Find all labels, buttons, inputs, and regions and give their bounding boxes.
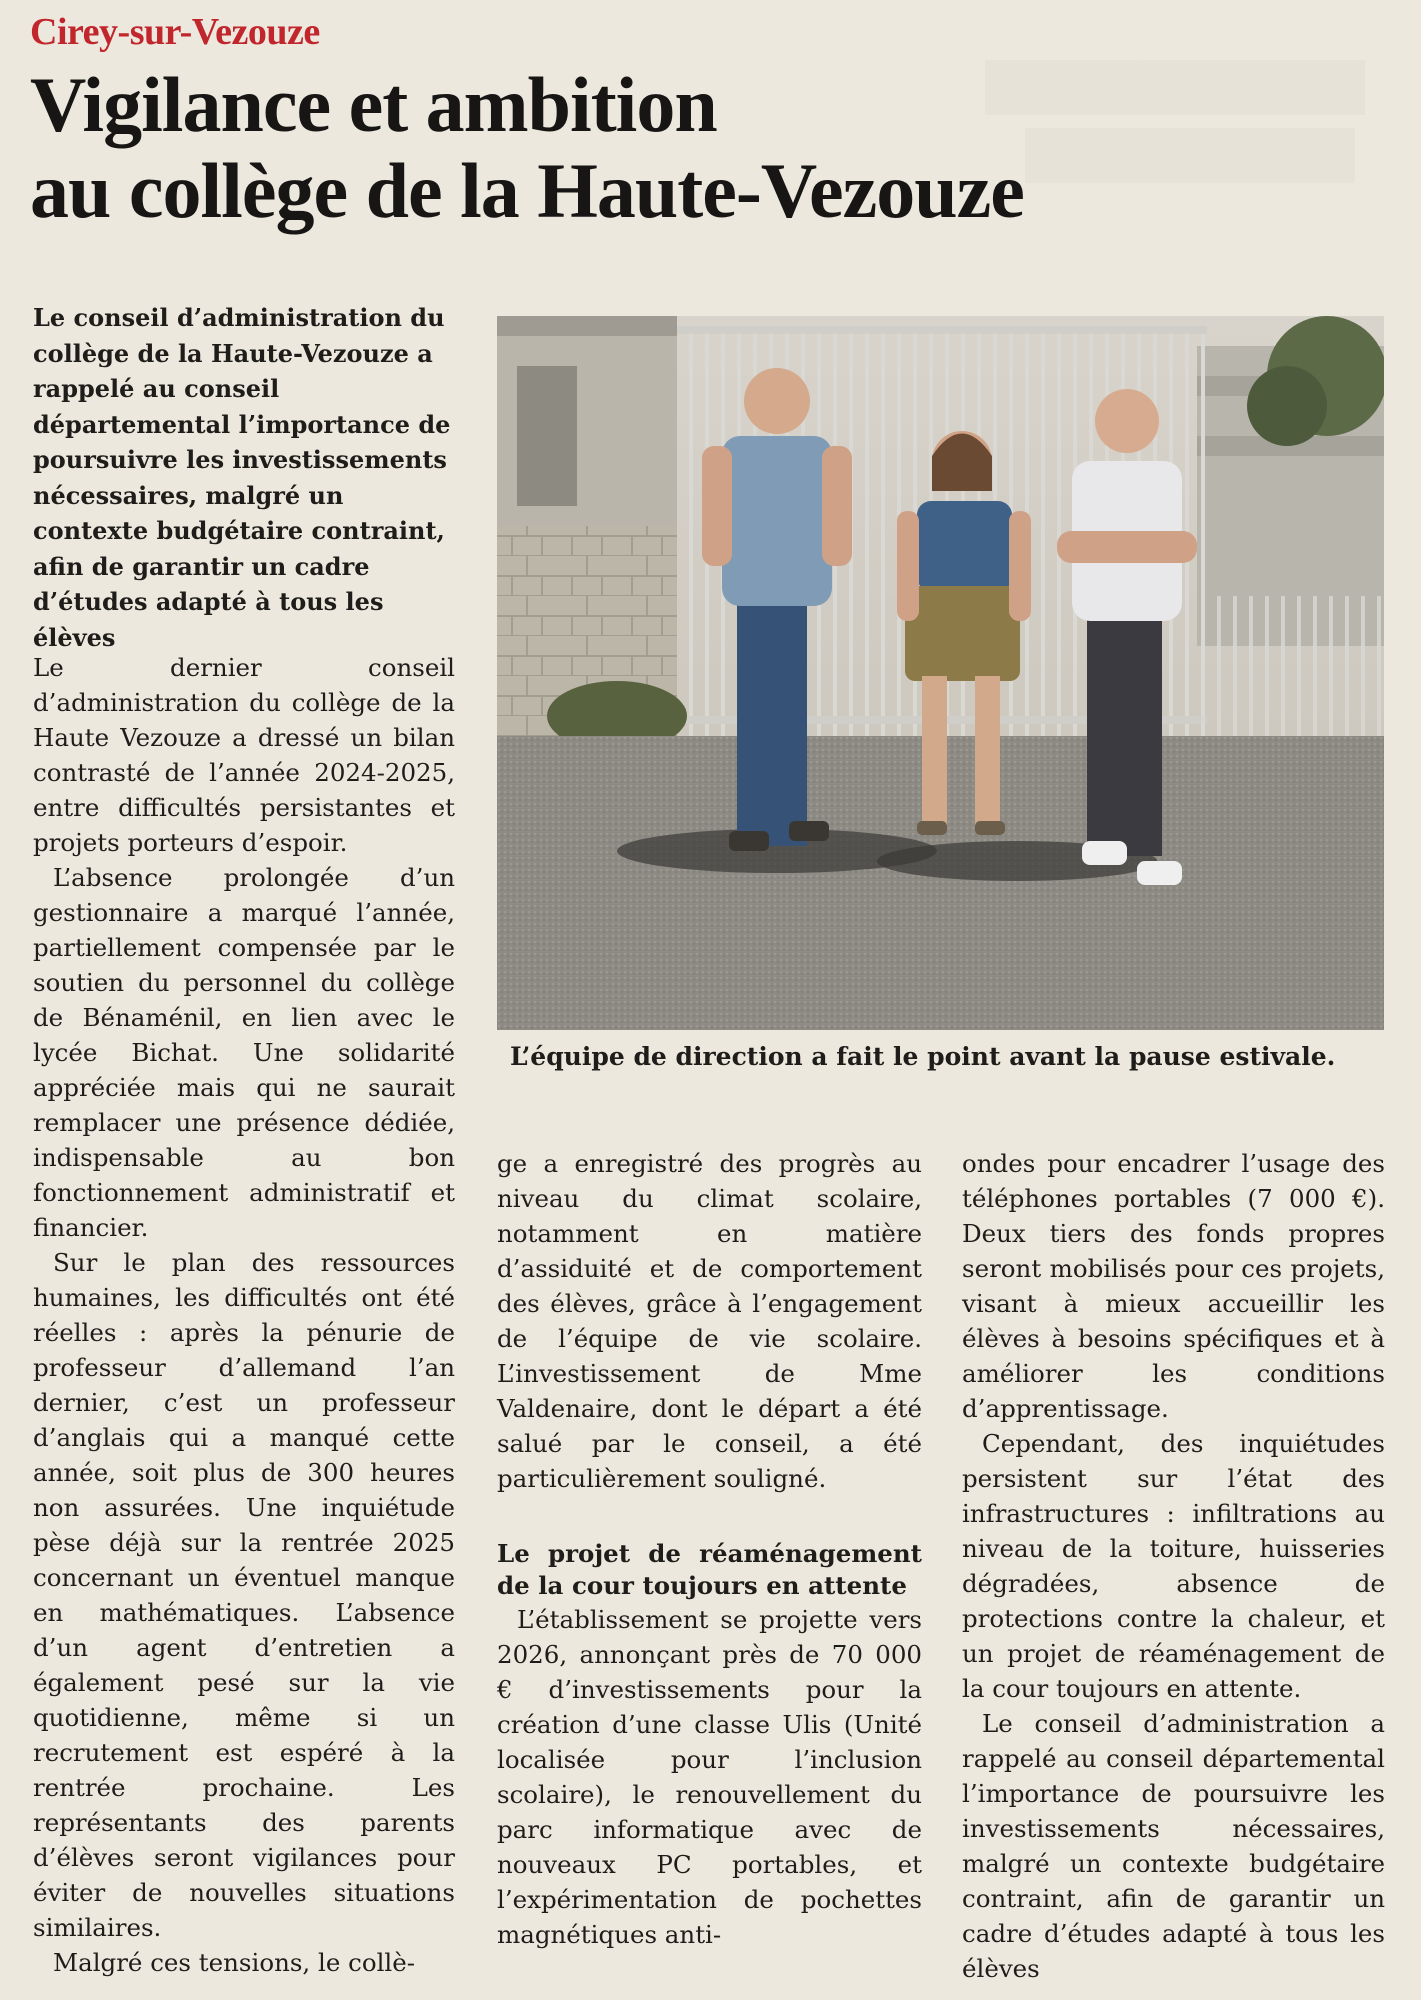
paragraph: Le conseil d’administration a rappelé au conseil départemental l’importance de poursuivre les investissements nécessaires, malgré un contexte budgétaire contraint, afin de garantir un cadre d’études adapté à tous les élèves [962, 1709, 1385, 1983]
paragraph: Malgré ces tensions, le collè- [53, 1948, 416, 1977]
paragraph: L’établissement se projette vers 2026, annonçant près de 70 000 € d’investissements pour la création d’une classe Ulis (Unité localisée pour l’inclusion scolaire), le renouvellement du parc informatique avec de nouveaux PC portables, et l’expérimentation de pochettes magnétiques anti- [497, 1605, 922, 1949]
article-kicker: Cirey-sur-Vezouze [30, 11, 320, 53]
column-3 [962, 1146, 1385, 1986]
paragraph: Le dernier conseil d’administration du collège de la Haute Vezouze a dressé un bilan contrasté de l’année 2024-2025, entre difficultés persistantes et projets porteurs d’espoir. [33, 653, 455, 857]
article-lead: Le conseil d’administration du collège de la Haute-Vezouze a rappelé au conseil départemental l’importance de poursuivre les investissements nécessaires, malgré un contexte budgétaire contraint, afin de garantir un cadre d’études adapté à tous les élèves [33, 303, 451, 652]
column-1 [33, 650, 455, 1980]
article-subheading: Le projet de réaménagement de la cour toujours en attente [497, 1539, 922, 1600]
headline-line-2: au collège de la Haute-Vezouze [30, 147, 1024, 234]
column-2 [497, 1146, 922, 1952]
paragraph: ondes pour encadrer l’usage des téléphones portables (7 000 €). Deux tiers des fonds propres seront mobilisés pour ces projets, visant à mieux accueillir les élèves à besoins spécifiques et à améliorer les conditions d’apprentissage. [962, 1149, 1385, 1423]
article-headline [30, 62, 1360, 234]
paragraph: ge a enregistré des progrès au niveau du climat scolaire, notamment en matière d’assiduité et de comportement des élèves, grâce à l’engagement de l’équipe de vie scolaire. L’investissement de Mme Valdenaire, dont le départ a été salué par le conseil, a été particulièrement souligné. [497, 1149, 922, 1493]
paragraph: Sur le plan des ressources humaines, les difficultés ont été réelles : après la pénurie de professeur d’allemand l’an dernier, c’est un professeur d’anglais qui a manqué cette année, soit plus de 300 heures non assurées. Une inquiétude pèse déjà sur la rentrée 2025 concernant un éventuel manque en mathématiques. L’absence d’un agent d’entretien a également pesé sur la vie quotidienne, même si un recrutement est espéré à la rentrée prochaine. Les représentants des parents d’élèves seront vigilances pour éviter de nouvelles situations similaires. [33, 1248, 455, 1942]
paragraph: Cependant, des inquiétudes persistent sur l’état des infrastructures : infiltrations au niveau de la toiture, huisseries dégradées, absence de protections contre la chaleur, et un projet de réaménagement de la cour toujours en attente. [962, 1429, 1385, 1703]
article-photo [497, 316, 1384, 1030]
paragraph: L’absence prolongée d’un gestionnaire a marqué l’année, partiellement compensée par le soutien du personnel du collège de Bénaménil, en lien avec le lycée Bichat. Une solidarité appréciée mais qui ne saurait remplacer une présence dédiée, indispensable au bon fonctionnement administratif et financier. [33, 863, 455, 1242]
photo-caption: L’équipe de direction a fait le point avant la pause estivale. [510, 1042, 1336, 1071]
headline-line-1: Vigilance et ambition [30, 61, 717, 148]
